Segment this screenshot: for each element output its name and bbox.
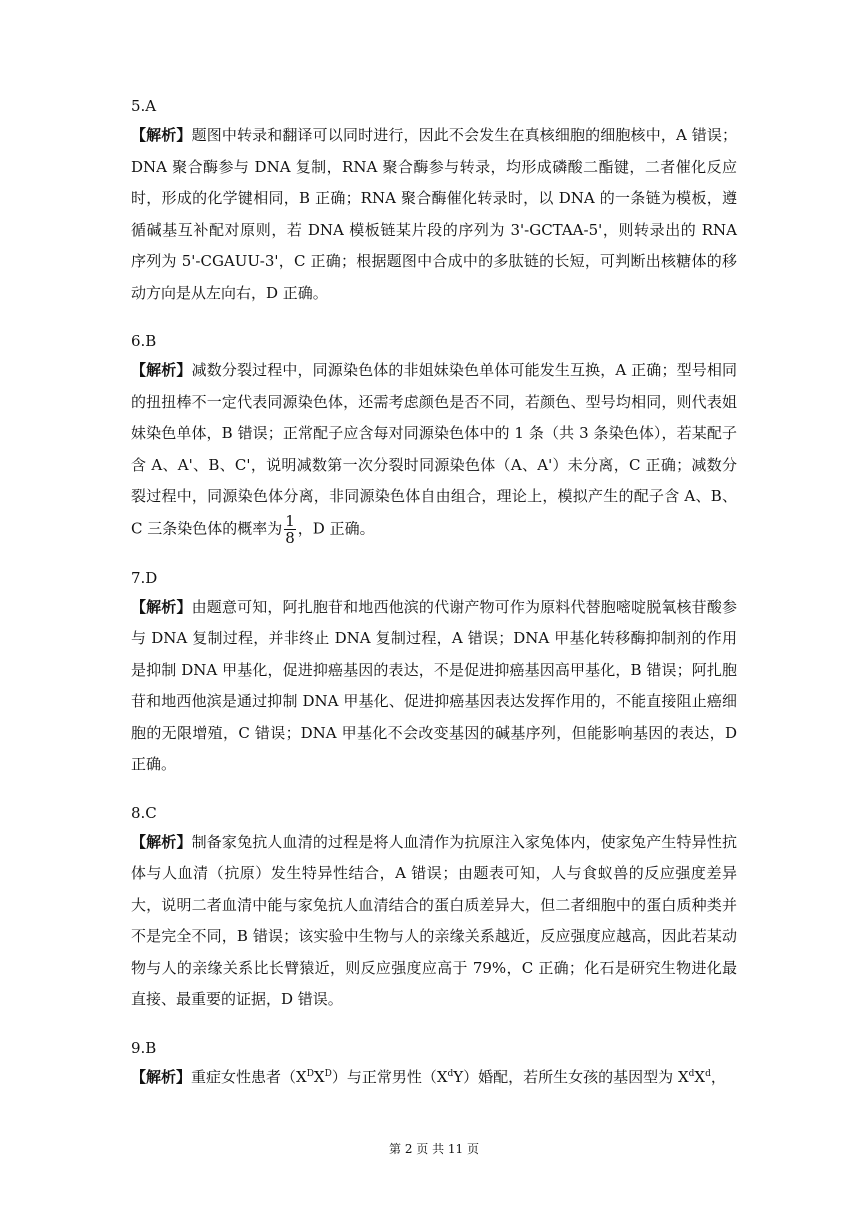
explanation	[131, 1062, 737, 1094]
explanation-text-end: ，D 正确。	[297, 519, 375, 537]
explanation	[131, 355, 737, 546]
answer-number: 8.C	[131, 803, 157, 822]
explanation-text: ）与正常男性（X	[331, 1067, 448, 1086]
answer-8	[131, 803, 737, 1016]
analysis-tag: 【解析】	[131, 832, 192, 851]
explanation-text: 由题意可知，阿扎胞苷和地西他滨的代谢产物可作为原料代替胞嘧啶脱氧核苷酸参与 DNA 复制过程，并非终止 DNA 复制过程，A 错误；DNA 甲基化转移酶抑制剂的作用是抑制 DNA 甲基化，促进抑癌基因的表达，不是促进抑癌基因高甲基化，B 错误；阿扎胞苷和地西他滨是通过抑制 DNA 甲基化、促进抑癌基因表达发挥作用的，不能直接阻止癌细胞的无限增殖，C 错误；DNA 甲基化不会改变基因的碱基序列，但能影响基因的表达，D 正确。	[131, 597, 737, 773]
explanation-text: 重症女性患者（X	[191, 1067, 307, 1086]
superscript: D	[324, 1068, 332, 1079]
answer-number: 9.B	[131, 1038, 157, 1057]
explanation-text: ，	[710, 1067, 726, 1086]
analysis-tag: 【解析】	[131, 1067, 192, 1086]
answer-7	[131, 568, 737, 781]
analysis-tag: 【解析】	[131, 597, 192, 616]
explanation-text: X	[694, 1067, 706, 1086]
explanation	[131, 120, 737, 309]
fraction	[284, 513, 296, 546]
fraction-numerator: 1	[285, 511, 295, 530]
superscript: d	[447, 1068, 454, 1079]
superscript: d	[705, 1068, 711, 1079]
answer-number: 6.B	[131, 332, 157, 350]
answer-5	[131, 96, 737, 309]
analysis-tag: 【解析】	[131, 361, 192, 379]
explanation	[131, 592, 737, 781]
explanation	[131, 827, 737, 1016]
fraction-denominator: 8	[285, 528, 295, 547]
explanation-text: 题图中转录和翻译可以同时进行，因此不会发生在真核细胞的细胞核中，A 错误；DNA 聚合酶参与 DNA 复制，RNA 聚合酶参与转录，均形成磷酸二酯键，二者催化反应时，形成的化学键相同，B 正确；RNA 聚合酶催化转录时，以 DNA 的一条链为模板，遵循碱基互补配对原则，若 DNA 模板链某片段的序列为 3'-GCTAA-5'，则转录出的 RNA 序列为 5'-CGAUU-3'，C 正确；根据题图中合成中的多肽链的长短，可判断出核糖体的移动方向是从左向右，D 正确。	[131, 126, 737, 302]
superscript: d	[688, 1068, 695, 1079]
answer-9	[131, 1038, 737, 1094]
explanation-text: X	[313, 1067, 325, 1086]
answer-6	[131, 331, 737, 546]
analysis-tag: 【解析】	[131, 126, 192, 144]
answer-number: 7.D	[131, 568, 158, 587]
explanation-text: 减数分裂过程中，同源染色体的非姐妹染色单体可能发生互换，A 正确；型号相同的扭扭棒不一定代表同源染色体，还需考虑颜色是否不同，若颜色、型号均相同，则代表姐妹染色单体，B 错误；正常配子应含每对同源染色体中的 1 条（共 3 条染色体），若某配子含 A、A'、B、C'，说明减数第一次分裂时同源染色体（A、A'）未分离，C 正确；减数分裂过程中，同源染色体分离，非同源染色体自由组合，理论上，模拟产生的配子含 A、B、C 三条染色体的概率为	[131, 361, 737, 537]
answer-number: 5.A	[131, 97, 157, 115]
superscript: D	[306, 1068, 314, 1079]
answer-content	[131, 96, 737, 1115]
explanation-text: Y）婚配，若所生女孩的基因型为 X	[453, 1067, 689, 1086]
page-footer: 第 2 页 共 11 页	[389, 1142, 479, 1156]
explanation-text: 制备家兔抗人血清的过程是将人血清作为抗原注入家兔体内，使家兔产生特异性抗体与人血清（抗原）发生特异性结合，A 错误；由题表可知，人与食蚁兽的反应强度差异大，说明二者血清中能与家兔抗人血清结合的蛋白质差异大，但二者细胞中的蛋白质种类并不是完全不同，B 错误；该实验中生物与人的亲缘关系越近，反应强度应越高，因此若某动物与人的亲缘关系比长臂猿近，则反应强度应高于 79%，C 正确；化石是研究生物进化最直接、最重要的证据，D 错误。	[131, 832, 737, 1008]
